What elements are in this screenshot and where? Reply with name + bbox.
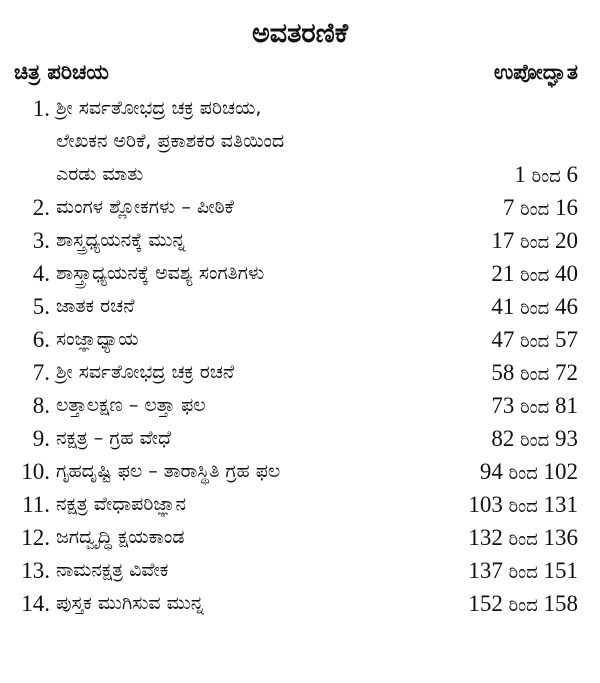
page-from: 58 <box>491 360 515 385</box>
entry-title: ಜಗದ್ವೃದ್ಧಿ ಕ್ಷಯಕಾಂಡ <box>56 526 185 548</box>
toc-entry <box>0 125 600 158</box>
range-word: ರಿಂದ <box>508 595 538 616</box>
page-range <box>514 158 578 193</box>
range-word: ರಿಂದ <box>531 166 561 187</box>
toc-entry <box>0 224 600 257</box>
page-to: 46 <box>555 294 578 319</box>
page-from: 47 <box>491 327 515 352</box>
table-of-contents <box>0 92 600 620</box>
entry-number: 9. <box>32 426 50 451</box>
toc-entry <box>0 389 600 422</box>
entry-title: ಶ್ರೀ ಸರ್ವತೋಭದ್ರ ಚಕ್ರ ಪರಿಚಯ, <box>56 97 262 119</box>
range-word: ರಿಂದ <box>520 265 550 286</box>
entry-title: ಲೇಖಕನ ಅರಿಕೆ, ಪ್ರಕಾಶಕರ ವತಿಯಿಂದ <box>56 130 285 152</box>
page-range <box>491 422 578 457</box>
toc-entry <box>0 290 600 323</box>
page-to: 57 <box>555 327 578 352</box>
page-range <box>491 356 578 391</box>
toc-entry <box>0 356 600 389</box>
entry-title: ಶಾಸ್ತ್ರಾಧ್ಯಯನಕ್ಕೆ ಅವಶ್ಯ ಸಂಗತಿಗಳು <box>56 262 265 284</box>
page-from: 1 <box>514 162 526 187</box>
range-word: ರಿಂದ <box>520 397 550 418</box>
entry-title: ಮಂಗಳ ಶ್ಲೋಕಗಳು – ಪೀಠಿಕೆ <box>56 196 234 218</box>
range-word: ರಿಂದ <box>520 364 550 385</box>
column-header-chapter: ಚಿತ್ರ ಪರಿಚಯ <box>14 60 109 84</box>
entry-title: ಶ್ರೀ ಸರ್ವತೋಭದ್ರ ಚಕ್ರ ರಚನೆ <box>56 361 235 383</box>
page-from: 41 <box>491 294 515 319</box>
page-to: 131 <box>543 492 578 517</box>
page-from: 17 <box>491 228 515 253</box>
page-from: 103 <box>468 492 503 517</box>
entry-number: 3. <box>32 228 50 253</box>
page-range <box>468 587 578 622</box>
entry-number: 4. <box>32 261 50 286</box>
entry-number: 6. <box>32 327 50 352</box>
toc-entry <box>0 257 600 290</box>
toc-entry <box>0 521 600 554</box>
page-to: 72 <box>555 360 578 385</box>
page-to: 136 <box>543 525 578 550</box>
toc-entry <box>0 554 600 587</box>
page-title: ಅವತರಣಿಕೆ <box>251 18 349 49</box>
entry-title: ನಕ್ಷತ್ರ ವೇಧಾಪರಿಜ್ಞಾನ <box>56 493 187 515</box>
range-word: ರಿಂದ <box>508 496 538 517</box>
entry-title: ಪುಸ್ತಕ ಮುಗಿಸುವ ಮುನ್ನ <box>56 592 204 614</box>
range-word: ರಿಂದ <box>520 199 550 220</box>
page-from: 132 <box>468 525 503 550</box>
entry-number: 5. <box>32 294 50 319</box>
toc-entry <box>0 455 600 488</box>
entry-number: 10. <box>21 459 50 484</box>
page-range <box>491 224 578 259</box>
toc-entry <box>0 422 600 455</box>
entry-number: 14. <box>21 591 50 616</box>
page-range <box>468 488 578 523</box>
column-header-pages: ಉಪೋದ್ಘಾತ <box>493 60 578 84</box>
entry-title: ಗೃಹದೃಷ್ಟಿ ಫಲ – ತಾರಾಸ್ಥಿತಿ ಗ್ರಹ ಫಲ <box>56 460 281 482</box>
page-range <box>491 323 578 358</box>
range-word: ರಿಂದ <box>508 463 538 484</box>
page-range <box>468 554 578 589</box>
page-to: 6 <box>566 162 578 187</box>
entry-number: 8. <box>32 393 50 418</box>
range-word: ರಿಂದ <box>520 331 550 352</box>
page-range <box>503 191 578 226</box>
page-from: 94 <box>479 459 503 484</box>
entry-number: 11. <box>22 492 50 517</box>
toc-entry <box>0 488 600 521</box>
entry-number: 12. <box>21 525 50 550</box>
page-range <box>468 521 578 556</box>
entry-title: ನಕ್ಷತ್ರ – ಗ್ರಹ ವೇಧೆ <box>56 427 172 449</box>
entry-number: 13. <box>21 558 50 583</box>
range-word: ರಿಂದ <box>520 232 550 253</box>
page-range <box>491 389 578 424</box>
page-to: 102 <box>543 459 578 484</box>
toc-entry <box>0 323 600 356</box>
entry-title: ಜಾತಕ ರಚನೆ <box>56 295 135 317</box>
page-from: 73 <box>491 393 515 418</box>
page-to: 151 <box>543 558 578 583</box>
entry-number: 2. <box>32 195 50 220</box>
page-to: 93 <box>555 426 578 451</box>
entry-title: ಲತ್ತಾಲಕ್ಷಣ – ಲತ್ತಾ ಫಲ <box>56 394 206 416</box>
page-range <box>491 257 578 292</box>
toc-entry <box>0 92 600 125</box>
page-from: 137 <box>468 558 503 583</box>
page-from: 82 <box>491 426 515 451</box>
page-range <box>491 290 578 325</box>
entry-title: ಎರಡು ಮಾತು <box>56 163 144 185</box>
entry-number: 7. <box>32 360 50 385</box>
range-word: ರಿಂದ <box>520 430 550 451</box>
toc-entry <box>0 587 600 620</box>
page-from: 7 <box>502 195 515 220</box>
toc-entry <box>0 191 600 224</box>
range-word: ರಿಂದ <box>520 298 550 319</box>
page-range <box>480 455 578 490</box>
page-to: 40 <box>555 261 578 286</box>
page-to: 16 <box>555 195 578 220</box>
range-word: ರಿಂದ <box>508 529 538 550</box>
entry-number: 1. <box>32 96 50 121</box>
page-from: 21 <box>491 261 515 286</box>
range-word: ರಿಂದ <box>508 562 538 583</box>
page-from: 152 <box>468 591 503 616</box>
entry-title: ಶಾಸ್ತ್ರಧ್ಯಯನಕ್ಕೆ ಮುನ್ನ <box>56 229 186 251</box>
entry-title: ನಾಮನಕ್ಷತ್ರ ವಿವೇಕ <box>56 559 169 581</box>
page-to: 158 <box>543 591 578 616</box>
entry-title: ಸಂಜ್ಞಾಧ್ಯಾಯ <box>56 328 139 350</box>
toc-entry <box>0 158 600 191</box>
page-to: 81 <box>555 393 578 418</box>
page-to: 20 <box>555 228 578 253</box>
